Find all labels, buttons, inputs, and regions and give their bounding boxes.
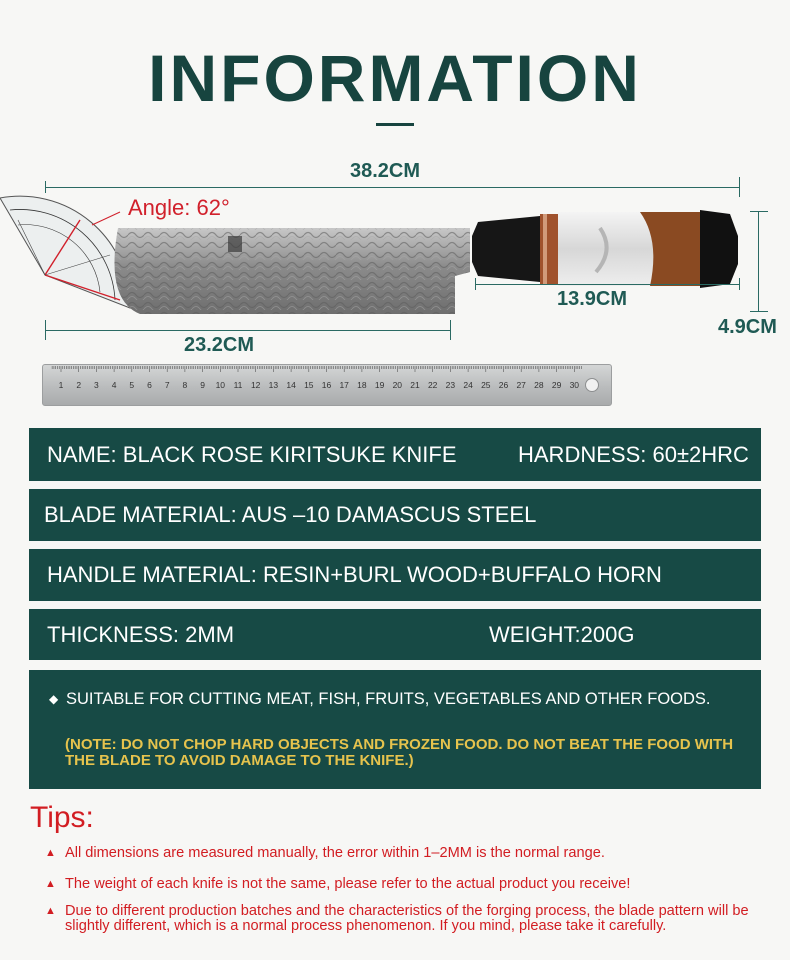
height-line [758,212,759,312]
ruler-number: 21 [410,380,420,390]
ruler-number: 11 [233,380,243,390]
diamond-bullet-icon: ◆ [49,692,59,706]
tip-item [45,904,765,934]
triangle-bullet-icon: ▲ [45,847,56,859]
tip-item [45,846,765,861]
ruler-number: 18 [357,380,367,390]
ruler-number: 1 [58,380,64,390]
spec-weight: WEIGHT:200G [489,621,635,647]
suitable-note-text: SUITABLE FOR CUTTING MEAT, FISH, FRUITS, VEGETABLES AND OTHER FOODS. [66,690,711,708]
tip-item [45,877,765,892]
page-title: INFORMATION [148,41,642,115]
ruler-number: 9 [200,380,205,390]
ruler-number: 27 [516,380,526,390]
title-underline [376,123,414,126]
tip-text: The weight of each knife is not the same, please refer to the actual product you receive! [65,876,631,892]
suitable-note [51,690,731,708]
ruler-number: 25 [481,380,491,390]
ruler-number: 5 [129,380,135,390]
ruler-number: 24 [463,380,473,390]
ruler-number: 7 [164,380,170,390]
ruler-number: 23 [445,380,456,390]
spec-name: NAME: BLACK ROSE KIRITSUKE KNIFE [47,441,457,467]
ruler-number: 30 [569,380,580,390]
ruler-number: 14 [286,380,296,390]
ruler-number: 29 [551,380,562,390]
handle-length-tick-right [739,278,740,290]
protractor-icon [0,196,130,308]
spec-row-name [29,428,761,481]
ruler-number: 6 [147,380,152,390]
ruler-number: 22 [427,380,438,390]
spec-thickness: THICKNESS: 2MM [47,621,235,647]
spec-hardness: HARDNESS: 60±2HRC [518,441,749,467]
blade-length-line [45,330,451,331]
blade-length-label: 23.2CM [184,334,255,356]
angle-label: Angle: 62° [128,195,230,220]
height-label: 4.9CM [718,316,777,338]
spec-row-handle-material [29,549,761,601]
spec-row-thickness [29,609,761,660]
ruler-number: 10 [215,380,226,390]
ruler-scale [43,365,613,407]
height-tick-bottom [750,311,768,312]
knife-illustration [0,180,790,320]
steel-ruler [42,364,612,406]
spec-row-blade-material [29,489,761,541]
ruler-number: 28 [534,380,544,390]
height-tick-top [750,211,768,212]
triangle-bullet-icon: ▲ [45,878,56,890]
usage-notes-panel [29,670,761,789]
ruler-number: 16 [321,380,332,390]
ruler-number: 19 [374,380,385,390]
ruler-hole [585,378,599,392]
ruler-number: 2 [76,380,82,390]
ruler-number: 4 [111,380,117,390]
ruler-number: 15 [304,380,314,390]
blade-length-tick-left [45,320,46,340]
ruler-number: 3 [94,380,99,390]
tip-text: All dimensions are measured manually, the error within 1–2MM is the normal range. [65,845,605,861]
ruler-number: 13 [268,380,279,390]
ruler-number: 12 [250,380,261,390]
warning-note: (NOTE: DO NOT CHOP HARD OBJECTS AND FROZEN FOOD. DO NOT BEAT THE FOOD WITH THE BLADE TO AVOID DAMAGE TO THE KNIFE.) [65,736,734,769]
tips-title: Tips: [30,801,94,834]
handle-length-line [475,284,739,285]
ruler-number: 8 [182,380,188,390]
handle-length-tick-left [475,278,476,290]
ruler-number: 17 [339,380,349,390]
ruler-number: 20 [392,380,403,390]
blade-length-tick-right [450,320,451,340]
spec-handle-material: HANDLE MATERIAL: RESIN+BURL WOOD+BUFFALO HORN [47,562,662,587]
triangle-bullet-icon: ▲ [45,905,56,917]
tip-text: Due to different production batches and the characteristics of the forging process, the blade pattern will be slightly different, which is a normal process phenomenon. If you mind, please take it carefully. [65,903,749,934]
total-length-label: 38.2CM [350,160,421,182]
ruler-number: 26 [498,380,509,390]
handle-length-label: 13.9CM [557,288,628,310]
spec-blade-material: BLADE MATERIAL: AUS –10 DAMASCUS STEEL [44,502,537,527]
